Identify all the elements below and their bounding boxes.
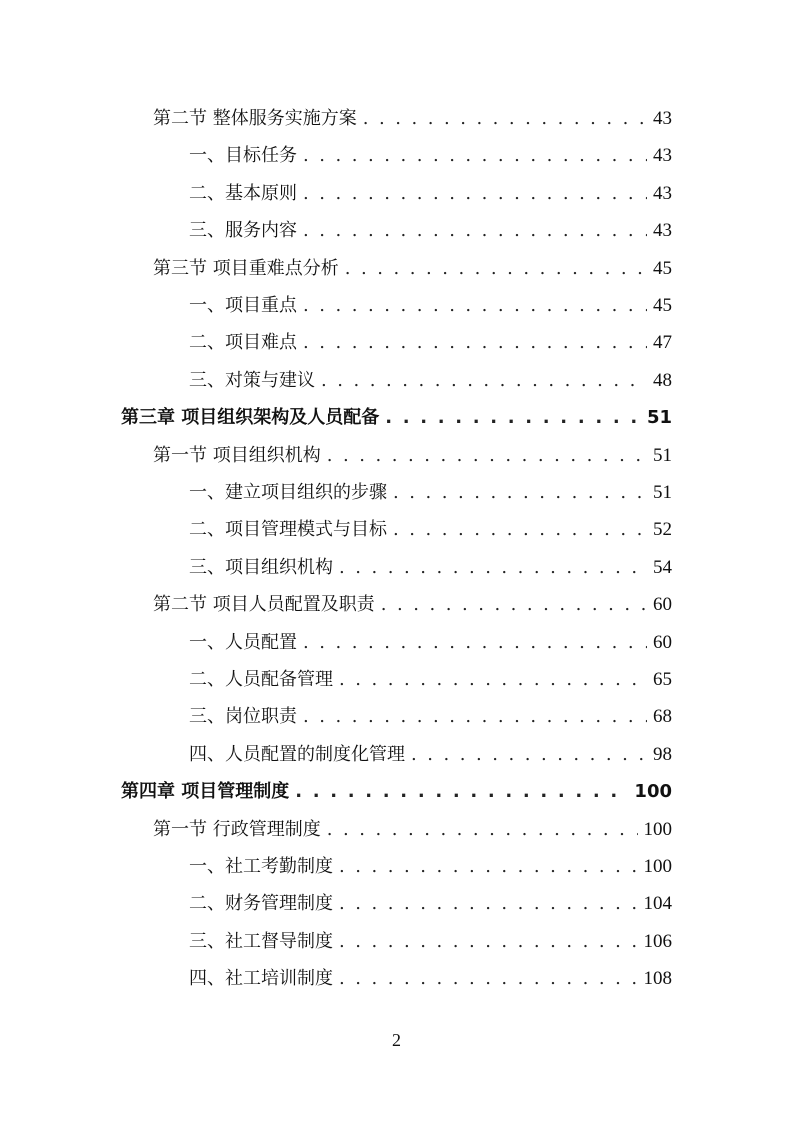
toc-entry-page-number: 43 [653, 108, 672, 129]
toc-entry-page-number: 104 [643, 893, 672, 915]
toc-entry-item[interactable] [189, 137, 672, 174]
toc-entry-section[interactable] [153, 250, 672, 287]
toc-entry-page-number: 51 [653, 482, 672, 503]
dot-leader [321, 362, 647, 399]
toc-entry-page-number: 60 [653, 631, 672, 653]
toc-entry-label: 二、基本原则 [189, 182, 297, 204]
toc-entry-page-number: 45 [653, 295, 672, 316]
toc-entry-page-number: 108 [643, 968, 672, 990]
toc-entry-section[interactable] [153, 811, 672, 848]
dot-leader [295, 773, 628, 810]
toc-entry-page-number: 52 [653, 519, 672, 541]
toc-entry-page-number: 100 [634, 781, 672, 803]
toc-entry-label: 三、社工督导制度 [189, 930, 333, 952]
toc-entry-item[interactable] [189, 923, 672, 960]
toc-entry-page-number: 106 [643, 930, 672, 952]
toc-entry-item[interactable] [189, 362, 672, 399]
toc-entry-chapter[interactable] [121, 773, 672, 810]
toc-entry-page-number: 47 [653, 332, 672, 354]
toc-entry-label: 第三章 项目组织架构及人员配备 [121, 407, 380, 429]
toc-entry-item[interactable] [189, 698, 672, 735]
dot-leader [327, 811, 638, 848]
dot-leader [363, 100, 647, 137]
toc-entry-section[interactable] [153, 437, 672, 474]
toc-entry-label: 一、建立项目组织的步骤 [189, 482, 387, 503]
toc-entry-label: 二、人员配备管理 [189, 669, 333, 690]
dot-leader [385, 399, 641, 436]
dot-leader [339, 661, 647, 698]
toc-entry-item[interactable] [189, 848, 672, 885]
toc-entry-label: 三、项目组织机构 [189, 556, 333, 578]
toc-entry-item[interactable] [189, 287, 672, 324]
dot-leader [303, 324, 647, 361]
dot-leader [303, 287, 647, 324]
toc-entry-label: 二、财务管理制度 [189, 893, 333, 915]
dot-leader [303, 137, 647, 174]
toc-entry-item[interactable] [189, 324, 672, 361]
toc-entry-label: 一、社工考勤制度 [189, 856, 333, 877]
toc-entry-label: 第二节 项目人员配置及职责 [153, 594, 375, 616]
toc-entry-label: 第二节 整体服务实施方案 [153, 108, 357, 129]
dot-leader [381, 586, 647, 623]
toc-entry-page-number: 65 [653, 669, 672, 690]
dot-leader [303, 624, 647, 661]
toc-entry-page-number: 43 [653, 220, 672, 242]
dot-leader [303, 698, 647, 735]
dot-leader [339, 923, 638, 960]
toc-entry-label: 一、目标任务 [189, 145, 297, 167]
dot-leader [411, 736, 647, 773]
toc-entry-page-number: 68 [653, 706, 672, 728]
toc-entry-label: 第一节 行政管理制度 [153, 818, 321, 840]
dot-leader [339, 549, 647, 586]
toc-entry-label: 三、对策与建议 [189, 369, 315, 391]
dot-leader [303, 175, 647, 212]
toc-entry-item[interactable] [189, 474, 672, 511]
toc-entry-item[interactable] [189, 736, 672, 773]
dot-leader [327, 437, 647, 474]
toc-entry-page-number: 60 [653, 594, 672, 616]
toc-entry-page-number: 98 [653, 743, 672, 765]
dot-leader [303, 212, 647, 249]
toc-entry-chapter[interactable] [121, 399, 672, 436]
toc-entry-item[interactable] [189, 549, 672, 586]
toc-entry-label: 第三节 项目重难点分析 [153, 257, 339, 279]
dot-leader [339, 848, 638, 885]
dot-leader [339, 960, 638, 997]
toc-entry-section[interactable] [153, 100, 672, 137]
toc-entry-label: 四、人员配置的制度化管理 [189, 743, 405, 765]
dot-leader [393, 474, 647, 511]
toc-entry-page-number: 100 [643, 856, 672, 877]
page-number: 2 [392, 1030, 401, 1050]
toc-entry-item[interactable] [189, 960, 672, 997]
toc-entry-item[interactable] [189, 511, 672, 548]
toc-entry-page-number: 51 [653, 444, 672, 466]
toc-entry-label: 四、社工培训制度 [189, 968, 333, 990]
toc-entry-item[interactable] [189, 885, 672, 922]
dot-leader [345, 250, 647, 287]
toc-entry-label: 第一节 项目组织机构 [153, 444, 321, 466]
toc-entry-item[interactable] [189, 624, 672, 661]
toc-entry-label: 三、服务内容 [189, 220, 297, 242]
toc-entry-page-number: 45 [653, 257, 672, 279]
toc-entry-page-number: 43 [653, 145, 672, 167]
toc-entry-label: 一、项目重点 [189, 295, 297, 316]
toc-entry-page-number: 51 [646, 407, 672, 429]
toc-entry-section[interactable] [153, 586, 672, 623]
toc-entry-label: 一、人员配置 [189, 631, 297, 653]
toc-entry-page-number: 43 [653, 182, 672, 204]
toc-entry-item[interactable] [189, 175, 672, 212]
toc-entry-label: 三、岗位职责 [189, 706, 297, 728]
dot-leader [393, 511, 647, 548]
toc-entry-label: 第四章 项目管理制度 [121, 781, 290, 803]
dot-leader [339, 885, 638, 922]
toc-entry-label: 二、项目管理模式与目标 [189, 519, 387, 541]
toc-entry-page-number: 48 [653, 369, 672, 391]
toc-entry-page-number: 54 [653, 556, 672, 578]
toc-entry-item[interactable] [189, 212, 672, 249]
toc-entry-item[interactable] [189, 661, 672, 698]
toc-entry-page-number: 100 [643, 818, 672, 840]
toc-entry-label: 二、项目难点 [189, 332, 297, 354]
